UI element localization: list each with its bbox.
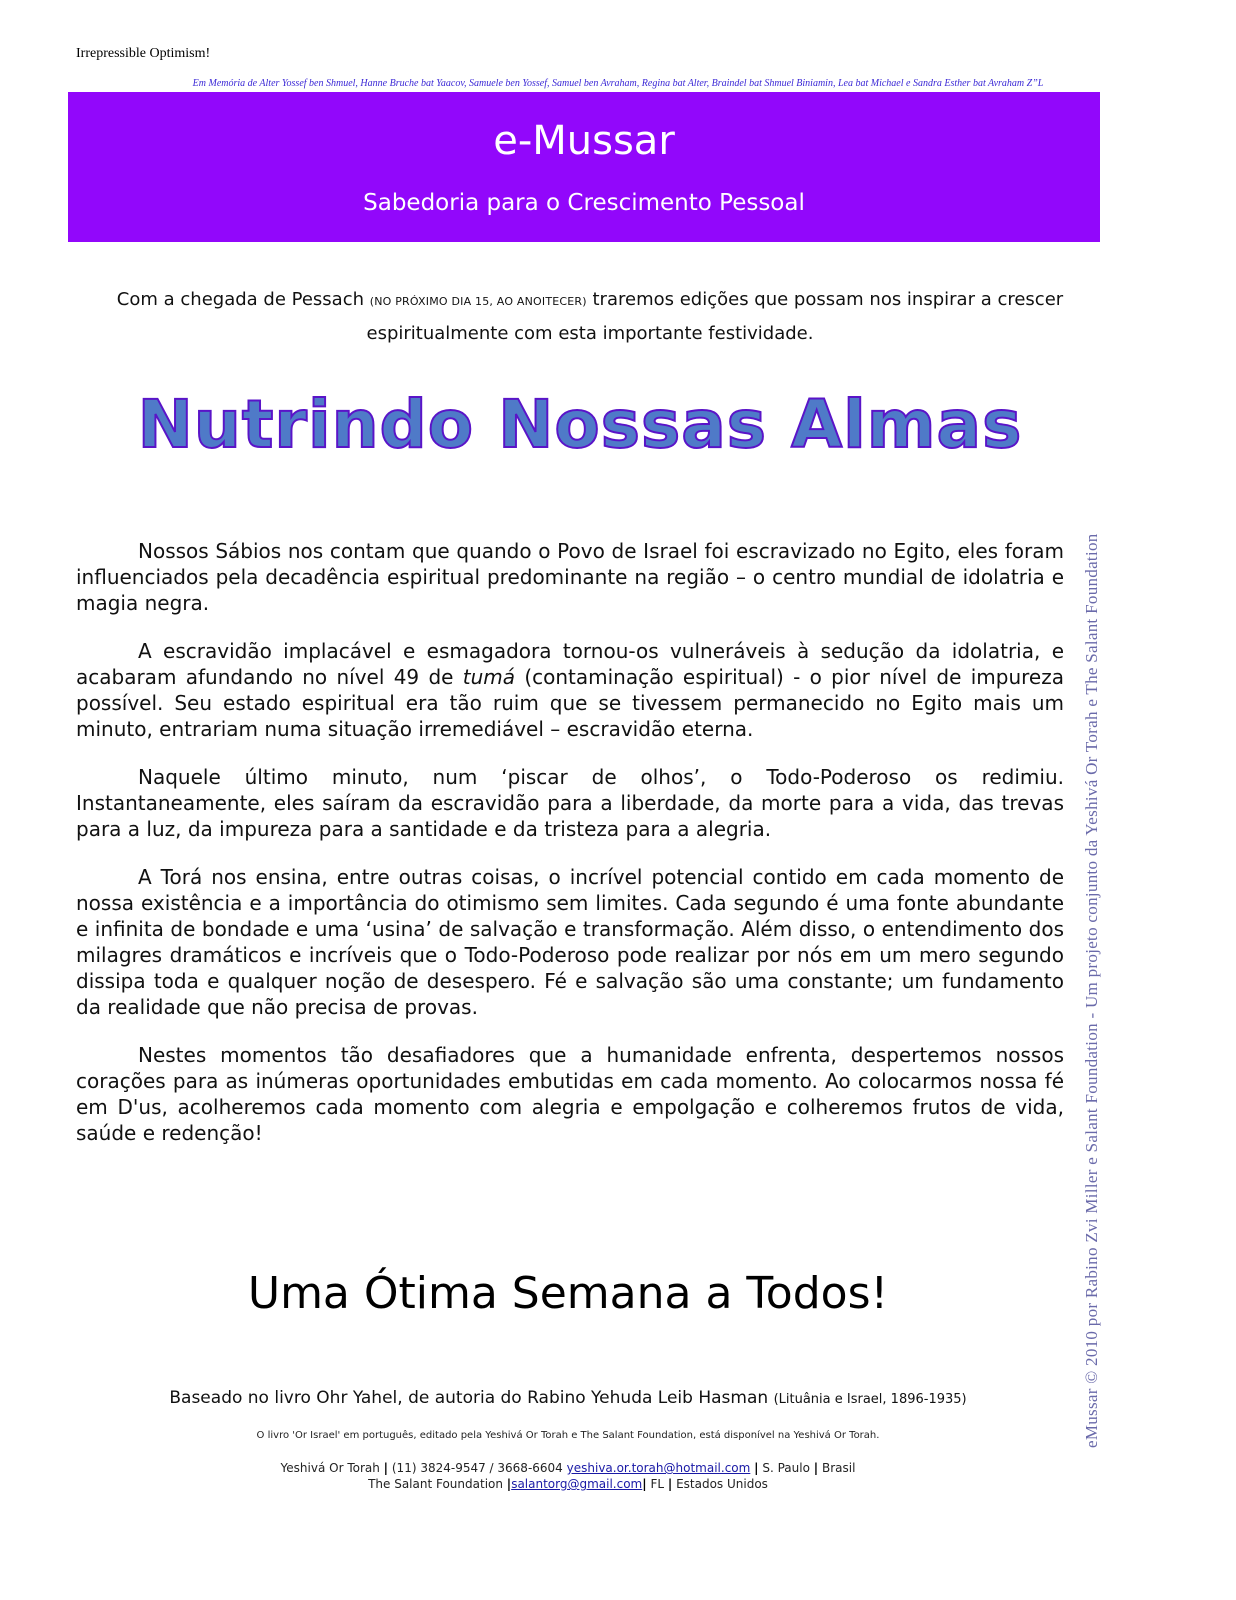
contact2-email-link[interactable]: salantorg@gmail.com	[511, 1477, 643, 1491]
separator: |	[667, 1477, 673, 1491]
separator: |	[383, 1461, 389, 1475]
contact1-phone: (11) 3824-9547 / 3668-6604	[388, 1461, 567, 1475]
title-banner	[68, 92, 1100, 242]
separator: |	[642, 1477, 647, 1491]
header-top-note: Irrepressible Optimism!	[76, 46, 211, 61]
source-main: Baseado no livro Ohr Yahel, de autoria do Rabino Yehuda Leib Hasman	[169, 1388, 774, 1408]
body-paragraph-4: A Torá nos ensina, entre outras coisas, o incrível potencial contido em cada momento de nossa existência e a importância do otimismo sem limites. Cada segundo é uma fonte abundante e infinita de bondade e uma ‘usina’ de salvação e transformação. Além disso, o entendimento dos milagres dramáticos e incríveis que o Todo-Poderoso pode realizar por nós em um mero segundo dissipa toda e qualquer noção de desespero. Fé e salvação são uma constante; um fundamento da realidade que não precisa de provas.	[76, 865, 1064, 1019]
separator: |	[506, 1477, 512, 1491]
intro-text-before: Com a chegada de Pessach	[116, 289, 370, 310]
contact2-country: Estados Unidos	[672, 1477, 768, 1491]
p2-italic-term: tumá	[462, 665, 516, 689]
separator: |	[813, 1461, 819, 1475]
contact1-country: Brasil	[818, 1461, 856, 1475]
p2-text-before: A escravidão implacável e esmagadora tornou-os vulneráveis à sedução da idolatria, e acabaram afundando no nível 49 de	[76, 639, 1064, 689]
body-paragraph-3: Naquele último minuto, num ‘piscar de olhos’, o Todo-Poderoso os redimiu. Instantaneamente, eles saíram da escravidão para a liberdade, da morte para a vida, das trevas para a luz, da impureza para a santidade e da tristeza para a alegria.	[76, 765, 1064, 841]
banner-subtitle: Sabedoria para o Crescimento Pessoal	[363, 190, 805, 216]
banner-title: e-Mussar	[493, 118, 675, 164]
closing-greeting: Uma Ótima Semana a Todos!	[247, 1268, 889, 1319]
source-dates: (Lituânia e Israel, 1896-1935)	[773, 1392, 967, 1407]
body-paragraph-5: Nestes momentos tão desafiadores que a humanidade enfrenta, despertemos nossos corações para as inúmeras oportunidades embutidas em cada momento. Ao colocarmos nossa fé em D'us, acolheremos cada momento com alegria e empolgação e colheremos frutos de vida, saúde e redenção!	[76, 1043, 1064, 1145]
contact1-email-link[interactable]: yeshiva.or.torah@hotmail.com	[566, 1461, 751, 1475]
article-headline: Nutrindo Nossas Almas	[137, 386, 1023, 463]
contact-line-yeshiva	[0, 1461, 1136, 1475]
separator: |	[754, 1461, 759, 1475]
contact2-state: FL	[646, 1477, 668, 1491]
intro-small-caps: (NO PRÓXIMO DIA 15, AO ANOITECER)	[369, 295, 587, 308]
book-availability-note: O livro 'Or Israel' em português, editado pela Yeshivá Or Torah e The Salant Foundation, está disponível na Yeshivá Or Torah.	[256, 1430, 880, 1441]
p2-text-after: (contaminação espiritual) - o pior nível de impureza possível. Seu estado espiritual era tão ruim que se tivessem permanecido no Egito mais um minuto, entrariam numa situação irremediável – escravidão eterna.	[76, 665, 1064, 741]
body-paragraph-1: Nossos Sábios nos contam que quando o Povo de Israel foi escravizado no Egito, eles foram influenciados pela decadência espiritual predominante na região – o centro mundial de idolatria e magia negra.	[76, 539, 1064, 615]
contact2-org: The Salant Foundation	[368, 1477, 507, 1491]
intro-paragraph	[110, 284, 1070, 350]
contact1-org: Yeshivá Or Torah	[280, 1461, 384, 1475]
vertical-copyright: eMussar © 2010 por Rabino Zvi Miller e Salant Foundation - Um projeto conjunto da Yeshivá Or Torah e The Salant Foundation	[1082, 533, 1101, 1448]
intro-text-after: traremos edições que possam nos inspirar a crescer espiritualmente com esta importante festividade.	[366, 289, 1064, 344]
source-attribution	[0, 1388, 1136, 1408]
contact1-city: S. Paulo	[758, 1461, 810, 1475]
contact-line-salant	[0, 1477, 1136, 1491]
article-body	[76, 538, 1064, 1168]
memorial-dedication: Em Memória de Alter Yossef ben Shmuel, Hanne Bruche bat Yaacov, Samuele ben Yossef, Samuel ben Avraham, Regina bat Alter, Braindel bat Shmuel Biniamin, Lea bat Michael e Sandra Esther bat Avraham Z”L	[192, 78, 1044, 89]
body-paragraph-2	[76, 638, 1064, 742]
